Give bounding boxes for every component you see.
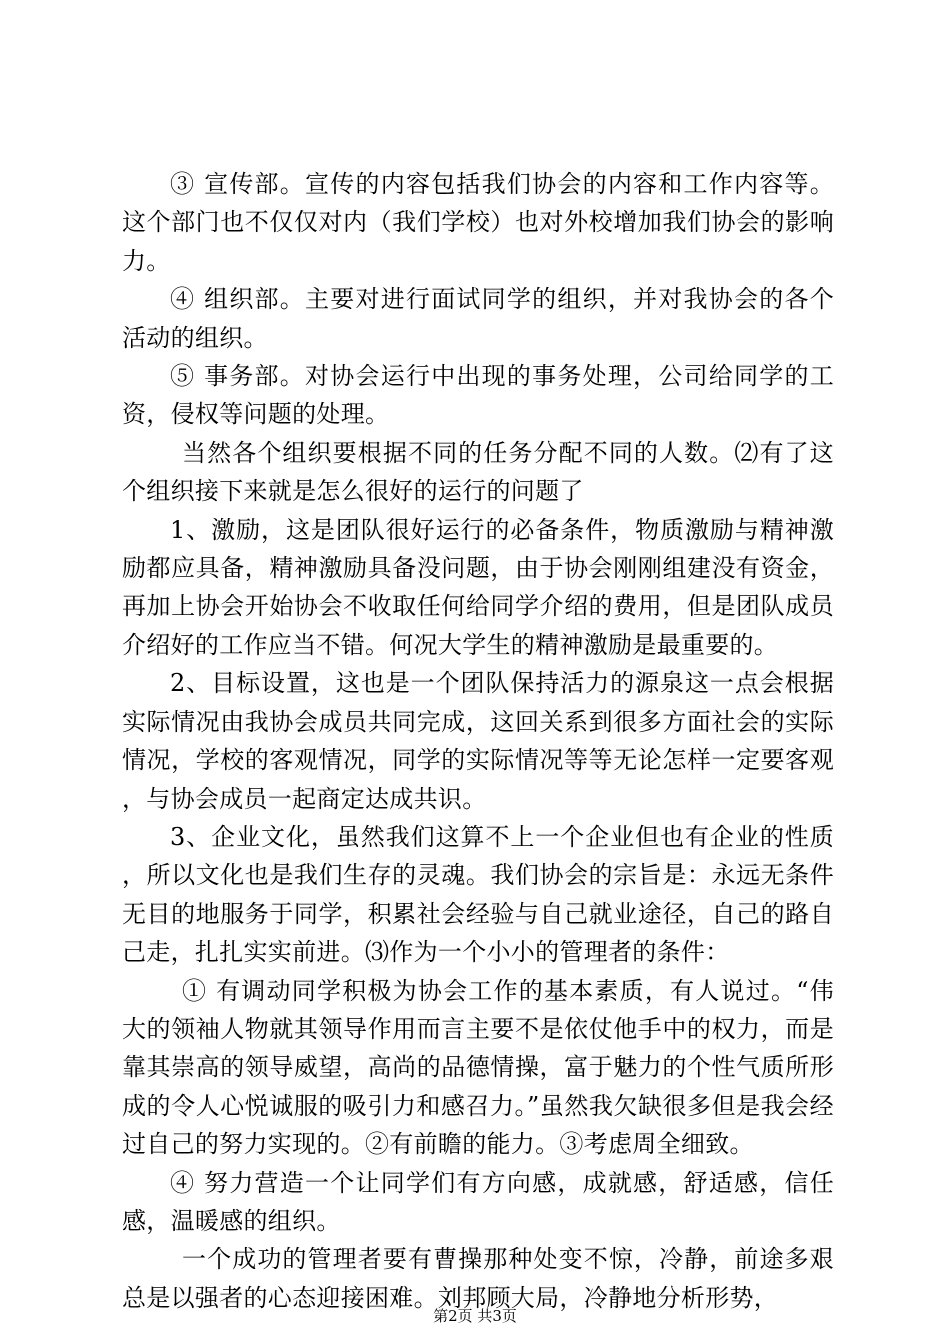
paragraph-manager-qualities: ① 有调动同学积极为协会工作的基本素质，有人说过。“伟大的领袖人物就其领导作用而言主要不是依仗他手中的权力，而是靠其崇高的领导威望，高尚的品德情操，富于魅力的个性气质所形成的令人心悦诚服的吸引力和感召力。”虽然我欠缺很多但是我会经过自己的努力实现的。②有前瞻的能力。③考虑周全细致。	[122, 976, 834, 1159]
paragraph-goal-setting: 2、目标设置，这也是一个团队保持活力的源泉这一点会根据实际情况由我协会成员共同完成，这回关系到很多方面社会的实际情况，学校的客观情况，同学的实际情况等等无论怎样一定要客观，与协会成员一起商定达成共识。	[122, 669, 834, 813]
paragraph-successful-manager: 一个成功的管理者要有曹操那种处变不惊，冷静，前途多艰总是以强者的心态迎接困难。刘邦顾大局，冷静地分析形势，	[122, 1245, 834, 1312]
paragraph-corporate-culture: 3、企业文化，虽然我们这算不上一个企业但也有企业的性质，所以文化也是我们生存的灵魂。我们协会的宗旨是：永远无条件无目的地服务于同学，积累社会经验与自己就业途径，自己的路自己走，扎扎实实前进。⑶作为一个小小的管理者的条件：	[122, 822, 834, 967]
paragraph-organization-atmosphere: ④ 努力营造一个让同学们有方向感，成就感，舒适感，信任感，温暖感的组织。	[122, 1168, 834, 1235]
paragraph-publicity-dept: ③ 宣传部。宣传的内容包括我们协会的内容和工作内容等。这个部门也不仅仅对内（我们学校）也对外校增加我们协会的影响力。	[122, 170, 834, 275]
page-number-label: 第2页 共3页	[433, 1307, 517, 1325]
paragraph-organization-dept: ④ 组织部。主要对进行面试同学的组织，并对我协会的各个活动的组织。	[122, 285, 834, 352]
paragraph-affairs-dept: ⑤ 事务部。对协会运行中出现的事务处理，公司给同学的工资，侵权等问题的处理。	[122, 362, 834, 429]
paragraph-motivation: 1、激励，这是团队很好运行的必备条件，物质激励与精神激励都应具备，精神激励具备没问题，由于协会刚刚组建没有资金，再加上协会开始协会不收取任何给同学介绍的费用，但是团队成员介绍好的工作应当不错。何况大学生的精神激励是最重要的。	[122, 515, 834, 659]
document-body	[122, 165, 834, 1317]
paragraph-staff-allocation: 当然各个组织要根据不同的任务分配不同的人数。⑵有了这个组织接下来就是怎么很好的运行的问题了	[122, 438, 834, 506]
page-footer	[0, 1306, 950, 1326]
